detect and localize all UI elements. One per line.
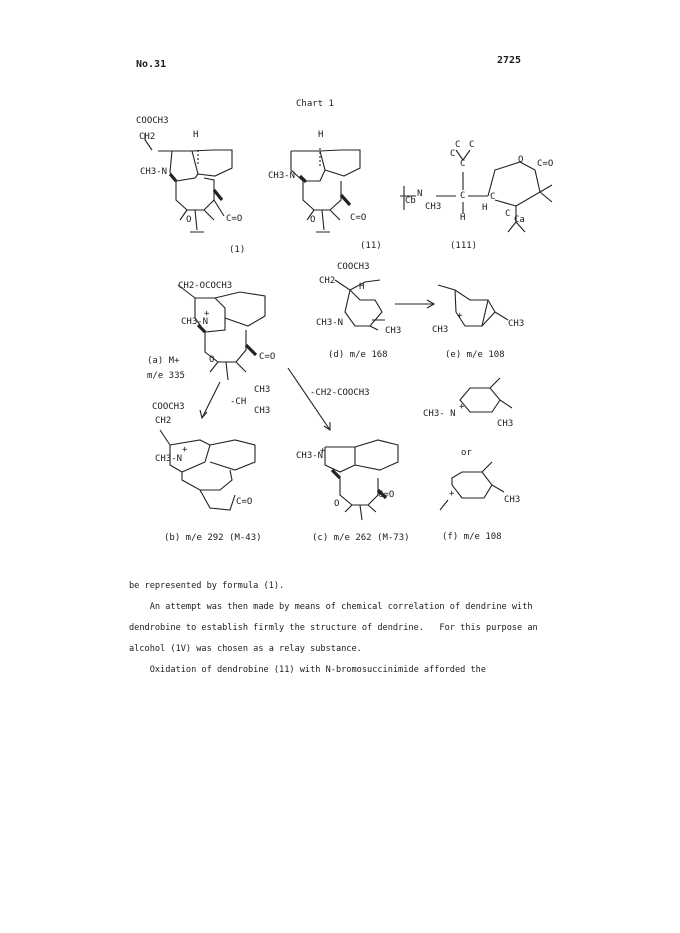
body-line-2: An attempt was then made by means of chemical correlation of dendrine with (129, 602, 533, 612)
fragment-c-n-methyl: CH3-N (296, 451, 324, 461)
compound-2-hydrogen: H (318, 130, 324, 140)
fragment-e-n-methyl: CH3 (432, 325, 449, 335)
compound-3-atom-c2: C (469, 140, 475, 150)
chart-title: Chart 1 (296, 99, 334, 109)
fragment-a-mz: m/e 335 (147, 371, 185, 381)
body-line-4: alcohol (1V) was chosen as a relay substance. (129, 644, 362, 654)
body-line-5: Oxidation of dendrobine (11) with N-bromosuccinimide afforded the (129, 665, 486, 675)
compound-3-hydrogen-2: H (482, 203, 488, 213)
fragment-d-n-methyl: CH3-N (316, 318, 344, 328)
fragment-b-label: (b) m/e 292 (M-43) (164, 533, 262, 543)
compound-1-oxygen: O (186, 215, 192, 225)
fragment-b-plus: + (182, 445, 188, 455)
fragment-b-n-methyl: CH3-N (155, 454, 183, 464)
fragment-f-n-methyl: CH3- N (423, 409, 456, 419)
fragment-c-carbonyl: C=O (378, 490, 395, 500)
structure-fragment-e (438, 285, 508, 326)
fragment-a-n-methyl: CH3-N (181, 317, 209, 327)
body-line-1: be represented by formula (1). (129, 581, 285, 591)
structure-fragment-a (178, 285, 265, 380)
loss-isopropyl-ch3-bottom: CH3 (254, 406, 271, 416)
compound-3-atom-c3: C (450, 149, 456, 159)
compound-1-hydrogen: H (193, 130, 199, 140)
body-line-3: dendrobine to establish firmly the structure of dendrine. For this purpose an (129, 623, 538, 633)
arrow-a-to-c (288, 368, 330, 430)
compound-3-atom-c4: C (460, 159, 466, 169)
fragment-f-ch3-top: CH3 (497, 419, 514, 429)
fragment-a-side-chain: CH2-OCOCH3 (178, 281, 233, 291)
compound-3-atom-cb: Cb (405, 196, 416, 206)
structure-fragment-f-top (460, 378, 512, 412)
fragment-f-or: or (461, 448, 472, 458)
compound-3-atom-n: N (417, 189, 423, 199)
fragment-e-label: (e) m/e 108 (445, 350, 505, 360)
fragment-e-plus: + (457, 311, 463, 321)
compound-2-n-methyl: CH3-N (268, 171, 296, 181)
fragment-f-plus-bottom: + (449, 489, 455, 499)
compound-2-label: (11) (360, 241, 382, 251)
fragment-d-ch3: CH3 (385, 326, 402, 336)
compound-2-carbonyl: C=O (350, 213, 367, 223)
compound-1-n-methyl: CH3-N (140, 167, 168, 177)
fragment-d-side-chain: COOCH3 (337, 262, 370, 272)
fragment-d-hydrogen: H (359, 282, 365, 292)
fragment-c-label: (c) m/e 262 (M-73) (312, 533, 410, 543)
compound-1-carbonyl: C=O (226, 214, 243, 224)
loss-acetoxymethyl: -CH2-COOCH3 (310, 388, 370, 398)
fragment-c-plus: + (320, 446, 326, 456)
fragment-a-label: (a) M+ (147, 356, 180, 366)
compound-1-substituent-1: COOCH3 (136, 116, 169, 126)
compound-1-label: (1) (229, 245, 246, 255)
fragment-d-ch2: CH2 (319, 276, 336, 286)
compound-3-hydrogen-1: H (460, 213, 466, 223)
loss-isopropyl-ch3-top: CH3 (254, 385, 271, 395)
compound-3-atom-c6: C (490, 192, 496, 202)
compound-3-atom-o: O (518, 155, 524, 165)
fragment-d-label: (d) m/e 168 (328, 350, 388, 360)
fragment-b-substituent-2: CH2 (155, 416, 172, 426)
compound-3-atom-c5: C (460, 191, 466, 201)
compound-3-label: (111) (450, 241, 478, 251)
compound-3-atom-c7: C (505, 209, 511, 219)
fragment-b-substituent-1: COOCH3 (152, 402, 185, 412)
loss-isopropyl-ch: -CH (230, 397, 247, 407)
compound-3-atom-c1: C (455, 140, 461, 150)
structure-compound-3 (400, 150, 552, 232)
fragment-e-ch3: CH3 (508, 319, 525, 329)
fragment-c-oxygen: O (334, 499, 340, 509)
structure-fragment-f-bottom (440, 462, 504, 510)
compound-3-carbonyl: C=O (537, 159, 554, 169)
fragment-f-label: (f) m/e 108 (442, 532, 502, 542)
journal-number: No.31 (136, 59, 167, 70)
fragment-b-carbonyl: C=O (236, 497, 253, 507)
fragment-f-ch3-bottom: CH3 (504, 495, 521, 505)
fragment-a-carbonyl: C=O (259, 352, 276, 362)
arrow-a-to-b (200, 382, 220, 418)
fragment-a-oxygen: O (209, 355, 215, 365)
compound-3-atom-ca: Ca (514, 215, 525, 225)
page-number: 2725 (497, 55, 522, 66)
fragment-f-plus-top: + (459, 402, 465, 412)
compound-3-n-methyl: CH3 (425, 202, 442, 212)
arrow-d-to-e (395, 300, 434, 308)
compound-2-oxygen: O (310, 215, 316, 225)
compound-1-substituent-2: CH2 (139, 132, 156, 142)
fragment-a-plus: + (204, 309, 210, 319)
